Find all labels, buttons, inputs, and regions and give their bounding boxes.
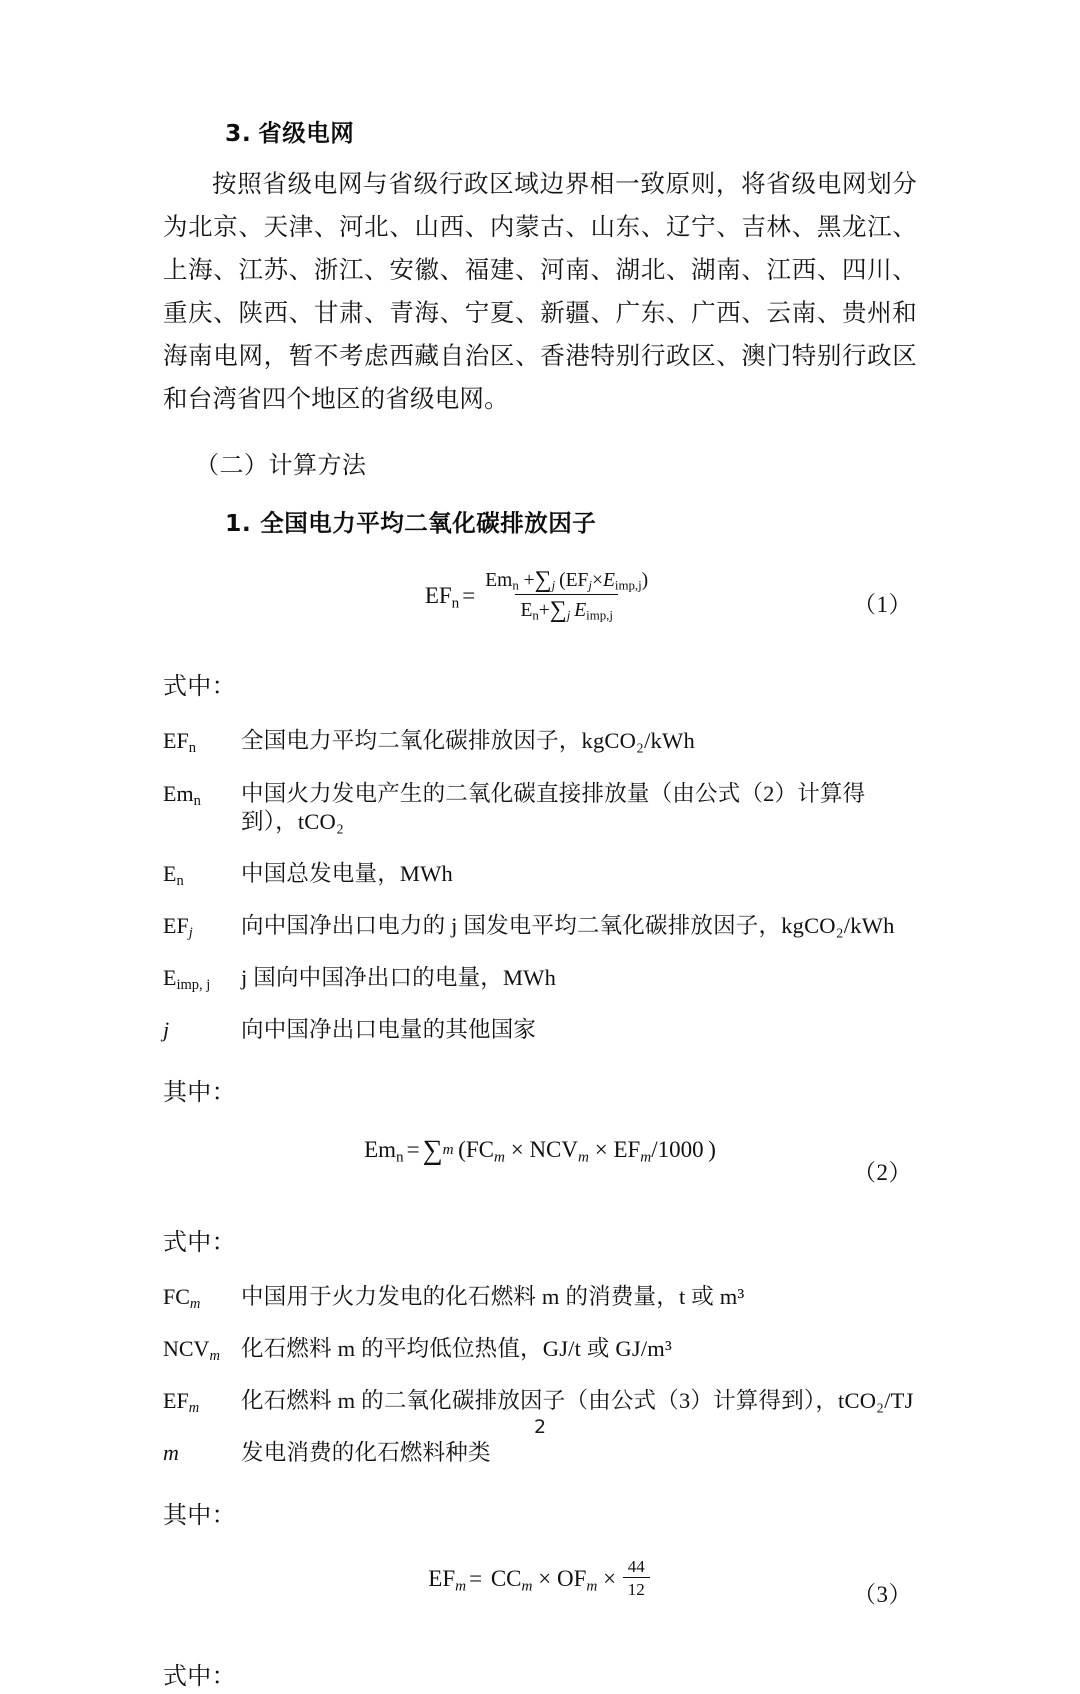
definition-description: 中国用于火力发电的化石燃料 m 的消费量，t 或 m³ <box>241 1283 745 1309</box>
definition-row <box>163 1283 917 1311</box>
spacer <box>163 1044 917 1078</box>
definition-row <box>163 727 917 755</box>
spacer <box>163 1636 917 1662</box>
definition-row <box>163 1016 917 1044</box>
formula-1-expression <box>425 568 655 622</box>
formula-3-expression <box>428 1558 651 1598</box>
formula-2-where-label: 式中： <box>163 1229 236 1256</box>
definition-row <box>163 912 917 940</box>
page-number: 2 <box>533 1416 547 1438</box>
spacer <box>163 1110 917 1136</box>
definition-symbol: $EF_j$ <box>163 912 193 942</box>
formula-3-numerator: 44 <box>627 1557 645 1577</box>
formula-2-equals: = <box>406 1137 420 1163</box>
definition-symbol: $EF_m$ <box>163 1387 200 1417</box>
formula-3-row <box>163 1558 917 1636</box>
definition-row <box>163 780 917 836</box>
formula-2-body <box>163 1136 917 1164</box>
definition-row <box>163 964 917 992</box>
formula-1-definition-list <box>163 727 917 1044</box>
formula-3-body <box>163 1558 917 1598</box>
definition-description: 向中国净出口电力的 j 国发电平均二氧化碳排放因子，kgCO₂/kWh <box>241 912 895 938</box>
section-heading-province-grid <box>163 118 917 149</box>
definition-symbol: j <box>163 1017 170 1043</box>
definition-row <box>163 860 917 888</box>
subsection-heading-calculation-method: （二）计算方法 <box>195 452 367 479</box>
formula-2-definition-list <box>163 1283 917 1468</box>
page-content <box>163 118 917 1694</box>
formula-2-expression: $Em_n$ = ∑ m ($FC_m \times NCV_m \times EF_m/1000$ ) <box>364 1134 716 1166</box>
formula-1-fraction <box>480 568 653 622</box>
formula-2-label: （2） <box>853 1159 912 1185</box>
definition-description: j 国向中国净出口的电量，MWh <box>241 965 557 991</box>
method-heading-number: 1. <box>225 508 252 537</box>
definition-symbol: $EF_n$ <box>163 728 196 757</box>
definition-description: 中国总发电量，MWh <box>241 860 453 886</box>
definition-symbol: $FC_m$ <box>163 1283 201 1312</box>
definition-symbol: $E_{imp, j}$ <box>163 965 211 994</box>
definition-row <box>163 1387 917 1415</box>
formula-2-lhs: $Em_n$ <box>364 1137 404 1166</box>
formula-3-where-label: 式中： <box>163 1664 236 1691</box>
spacer <box>163 646 917 672</box>
definition-description: 化石燃料 m 的二氧化碳排放因子（由公式（3）计算得到），tCO₂/TJ <box>241 1387 914 1413</box>
province-grid-paragraph: 按照省级电网与省级行政区域边界相一致原则，将省级电网划分为北京、天津、河北、山西、内蒙古、山东、辽宁、吉林、黑龙江、上海、江苏、浙江、安徽、福建、河南、湖北、湖南、江西、四川、重庆、陕西、甘肃、青海、宁夏、新疆、广东、广西、云南、贵州和海南电网，暂不考虑西藏自治区、香港特别行政区、澳门特别行政区和台湾省四个地区的省级电网。 <box>163 170 917 413</box>
formula-1-where-label: 式中： <box>163 674 236 701</box>
spacer <box>163 1202 917 1228</box>
definition-description: 化石燃料 m 的平均低位热值，GJ/t 或 GJ/m³ <box>241 1335 672 1361</box>
formula-2-intro-label: 其中： <box>163 1080 236 1107</box>
definition-description: 全国电力平均二氧化碳排放因子，kgCO₂/kWh <box>241 728 695 754</box>
formula-2-terms: ($FC_m \times NCV_m \times EF_m/1000$ ) <box>458 1137 716 1166</box>
definition-description: 向中国净出口电量的其他国家 <box>241 1017 537 1043</box>
definition-symbol: $E_n$ <box>163 860 184 889</box>
formula-1-denominator: $E_n+\sum_j$ $E_{imp,j}$ <box>515 594 618 622</box>
formula-3-lhs: $EF_m$ <box>428 1565 467 1595</box>
definition-symbol: $NCV_m$ <box>163 1335 220 1364</box>
section-heading-number: 3. <box>225 119 252 147</box>
formula-3-intro-label: 其中： <box>163 1503 236 1530</box>
formula-3-label: （3） <box>853 1582 912 1608</box>
formula-1-equals: = <box>462 582 476 608</box>
formula-3-equals: = <box>469 1565 483 1591</box>
definition-symbol: $Em_n$ <box>163 780 201 809</box>
formula-2-row <box>163 1136 917 1202</box>
formula-1-label: （1） <box>853 592 912 618</box>
spacer <box>163 1532 917 1558</box>
definition-description: 发电消费的化石燃料种类 <box>241 1440 491 1466</box>
definition-description: 中国火力发电产生的二氧化碳直接排放量（由公式（2）计算得到），tCO₂ <box>241 780 866 834</box>
formula-1-lhs: $EF_n$ <box>424 582 460 611</box>
section-heading-title: 省级电网 <box>258 119 355 147</box>
method-heading-national-average-factor <box>163 508 917 539</box>
method-heading-title: 全国电力平均二氧化碳排放因子 <box>260 508 597 537</box>
spacer <box>163 1467 917 1501</box>
formula-3-fraction <box>623 1558 650 1598</box>
formula-1-body <box>163 568 917 622</box>
formula-1-numerator: $Em_n +\sum_j$ $(EF_j\times E_{imp,j})$ <box>485 567 649 594</box>
formula-1-row <box>163 568 917 646</box>
formula-2-sigma: ∑ <box>422 1134 443 1166</box>
definition-symbol: m <box>163 1440 179 1466</box>
formula-3-denominator: 12 <box>623 1577 650 1598</box>
definition-row <box>163 1335 917 1363</box>
formula-3-terms: $CC_m \times OF_m$ × <box>490 1565 617 1595</box>
definition-row <box>163 1439 917 1467</box>
